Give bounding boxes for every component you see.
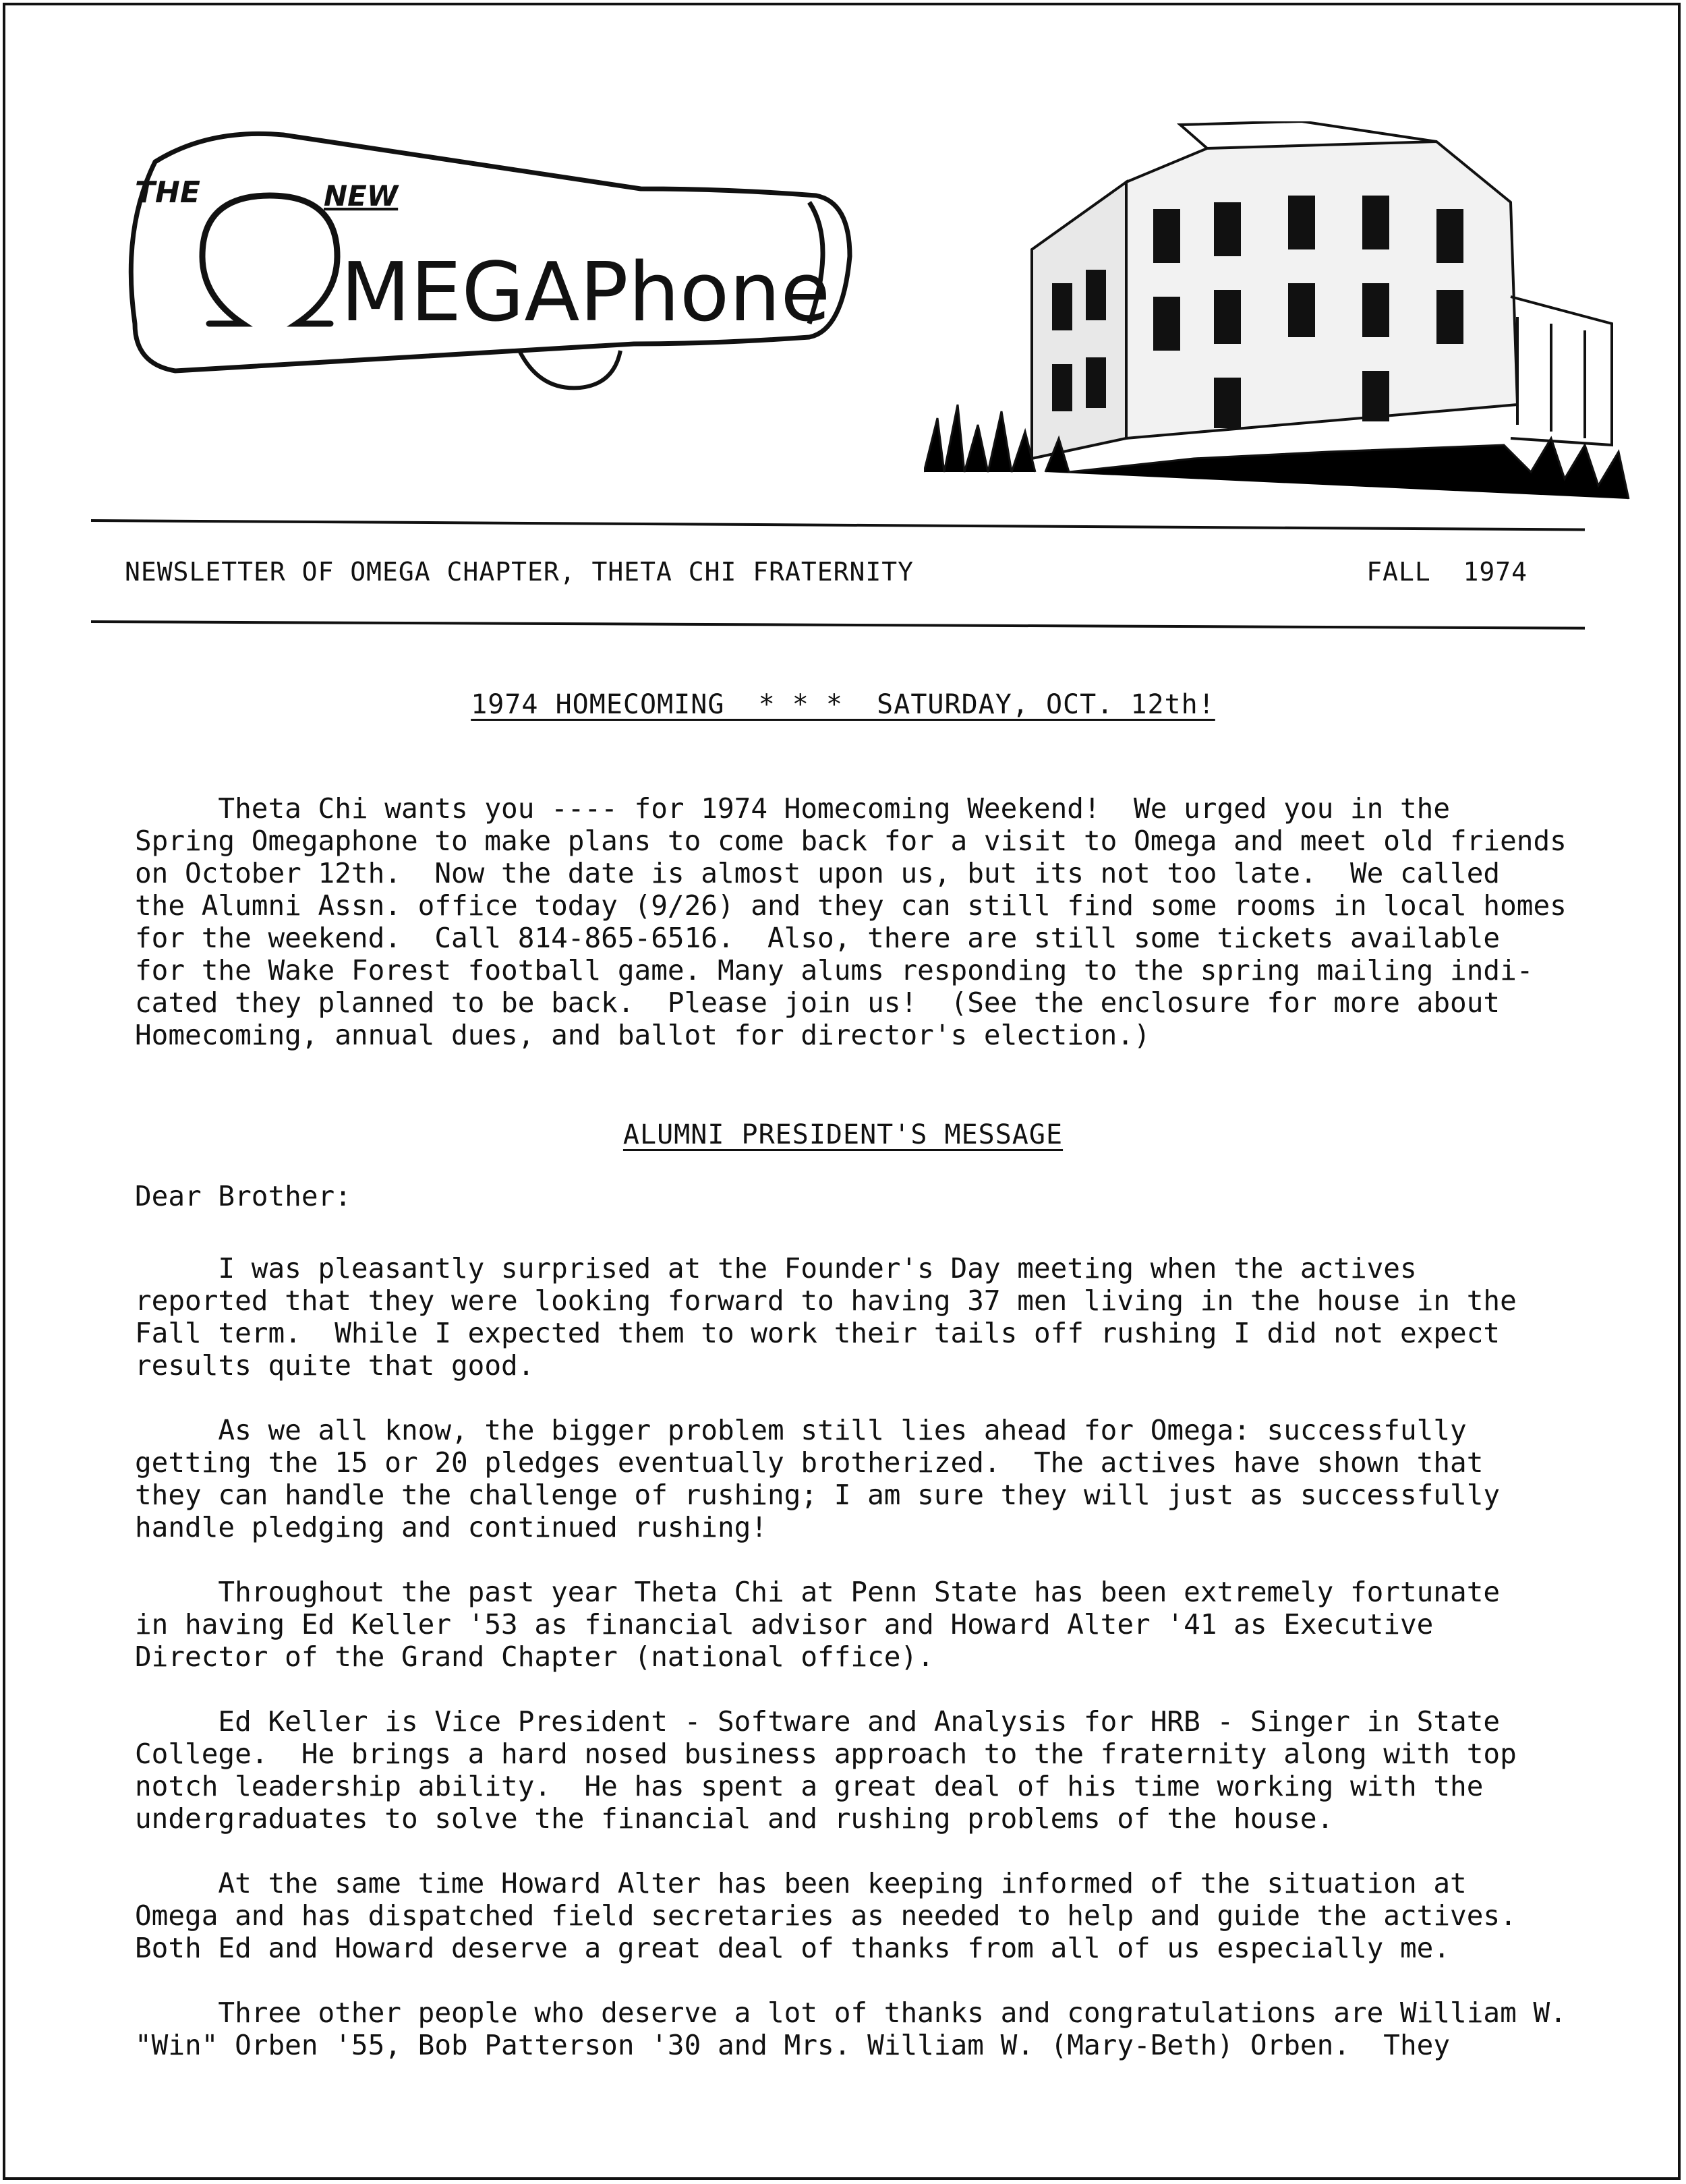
homecoming-paragraph — [135, 792, 1571, 1051]
message-paragraph: Three other people who deserve a lot of thanks and congratulations are William W. "Win" Orben '55, Bob Patterson '30 and Mrs. William W. (Mary-Beth) Orben. They — [135, 1997, 1567, 2061]
logo-the: THE — [135, 175, 200, 210]
message-paragraph: Ed Keller is Vice President - Software and Analysis for HRB - Singer in State College. He brings a hard nosed business approach to the fraternity along with top notch leadership ability. He has spent a great deal of his time working with the undergraduates to solve the financial and rushing problems of the house. — [135, 1705, 1517, 1835]
message-paragraph: At the same time Howard Alter has been keeping informed of the situation at Omega and has dispatched field secretaries as needed to help and guide the actives. Both Ed and Howard deserve a great deal of thanks from all of us especially me. — [135, 1867, 1517, 1964]
issue-label: FALL 1974 — [1366, 557, 1528, 587]
fraternity-house-drawing — [924, 121, 1632, 526]
megaphone-logo — [108, 121, 870, 425]
newsletter-header — [125, 557, 1528, 587]
omega-icon — [202, 196, 337, 324]
salutation: Dear Brother: — [135, 1180, 351, 1212]
logo-new: NEW — [324, 179, 399, 212]
message-paragraph: Throughout the past year Theta Chi at Penn State has been extremely fortunate in having Ed Keller '53 as financial advisor and Howard Alter '41 as Executive Director of the Grand Chapter (national office). — [135, 1576, 1501, 1673]
logo-title: MEGAPhone — [341, 246, 831, 340]
president-message-heading: ALUMNI PRESIDENT'S MESSAGE — [622, 1119, 1064, 1150]
message-paragraph: I was pleasantly surprised at the Founder's Day meeting when the actives reported that they were looking forward to having 37 men living in the house in the Fall term. While I expected them to work their tails off rushing I did not expect results quite that good. — [135, 1252, 1517, 1382]
homecoming-heading: 1974 HOMECOMING * * * SATURDAY, OCT. 12th! — [471, 689, 1215, 720]
newsletter-subtitle: NEWSLETTER OF OMEGA CHAPTER, THETA CHI FRATERNITY — [125, 557, 914, 587]
message-paragraph: As we all know, the bigger problem still lies ahead for Omega: successfully getting the 15 or 20 pledges eventually brotherized. The actives have shown that they can handle the challenge of rushing; I am sure they will just as successfully handle pledging and continued rushing! — [135, 1414, 1501, 1543]
homecoming-text: Theta Chi wants you ---- for 1974 Homecoming Weekend! We urged you in the Spring Omegaphone to make plans to come back for a visit to Omega and meet old friends on October 12th. Now the date is almost upon us, but its not too late. We called the Alumni Assn. office today (9/26) and they can still find some rooms in local homes for the weekend. Call 814-865-6516. Also, there are still some tickets available for the Wake Forest football game. Many alums responding to the spring mailing indi- cated they planned to be back. Please join us! (See the enclosure for more about Homecoming, annual dues, and ballot for director's election.) — [135, 792, 1567, 1051]
president-message-body — [135, 1252, 1571, 2061]
